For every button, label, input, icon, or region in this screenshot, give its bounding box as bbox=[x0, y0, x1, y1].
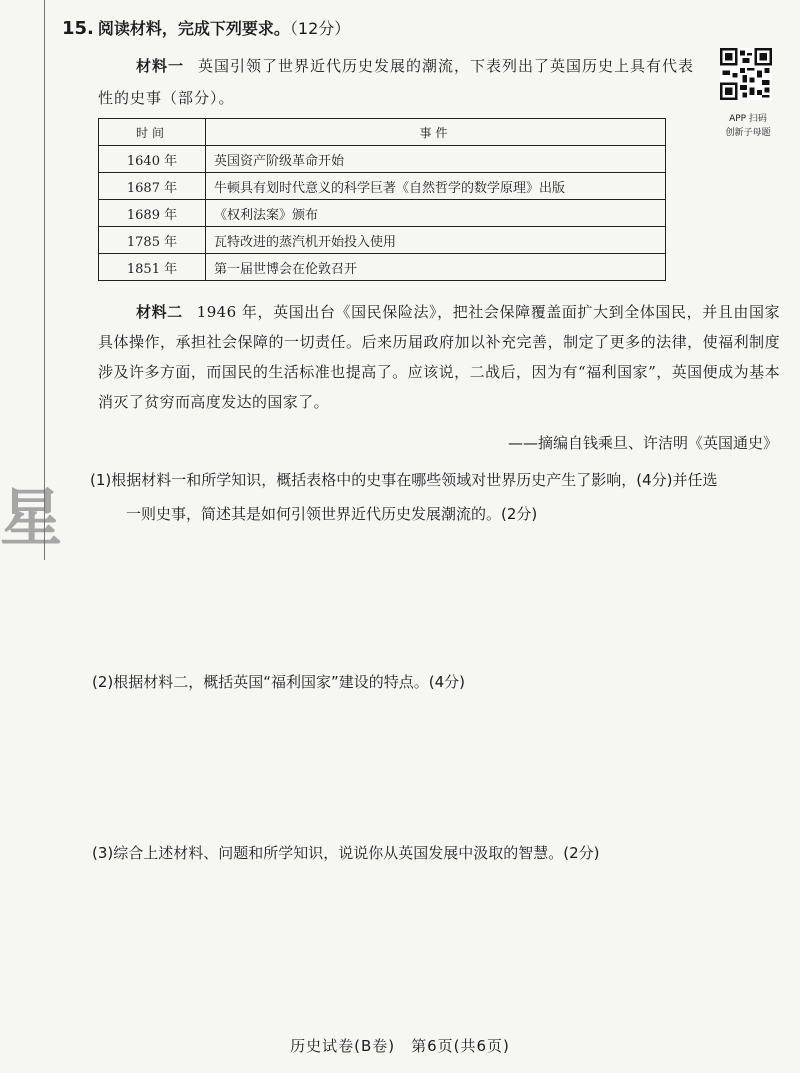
sub-question-1-line-1: (1)根据材料一和所学知识，概括表格中的史事在哪些领域对世界历史产生了影响，(4分)并任选 bbox=[90, 471, 718, 489]
watermark-logo bbox=[0, 468, 64, 557]
table-cell-event: 牛顿具有划时代意义的科学巨著《自然哲学的数学原理》出版 bbox=[206, 173, 666, 200]
material-1-text: 英国引领了世界近代历史发展的潮流，下表列出了英国历史上具有代表性的史事（部分）。 bbox=[98, 57, 695, 107]
table-row bbox=[99, 200, 666, 227]
page-footer: 历史试卷(B卷) 第6页(共6页) bbox=[290, 1037, 510, 1055]
table-cell-year: 1851 年 bbox=[99, 254, 206, 281]
material-2-source: ——摘编自钱乘旦、许洁明《英国通史》 bbox=[507, 434, 778, 452]
table-header-event: 事件 bbox=[206, 119, 666, 146]
qr-code-icon[interactable] bbox=[720, 48, 772, 100]
material-2-label: 材料二 bbox=[136, 303, 183, 321]
question-points: （12分） bbox=[289, 19, 351, 38]
sub-question-3: (3)综合上述材料、问题和所学知识，说说你从英国发展中汲取的智慧。(2分) bbox=[92, 844, 600, 862]
table-cell-year: 1640 年 bbox=[99, 146, 206, 173]
material-2 bbox=[98, 297, 780, 417]
qr-caption-line-1: APP 扫码 bbox=[729, 114, 767, 124]
table-cell-event: 瓦特改进的蒸汽机开始投入使用 bbox=[206, 227, 666, 254]
question-prompt: 阅读材料，完成下列要求。 bbox=[97, 19, 290, 38]
table-row bbox=[99, 173, 666, 200]
material-2-text: 1946 年，英国出台《国民保险法》，把社会保障覆盖面扩大到全体国民，并且由国家具体操作，承担社会保障的一切责任。后来历届政府加以补充完善，制定了更多的法律，使福利制度涉及许多方面，而国民的生活标准也提高了。应该说，二战后，因为有“福利国家”，英国便成为基本消灭了贫穷而高度发达的国家了。 bbox=[98, 303, 780, 411]
sub-question-1-line-2: 一则史事，简述其是如何引领世界近代历史发展潮流的。(2分) bbox=[126, 505, 538, 523]
question-header bbox=[62, 16, 350, 39]
table-cell-event: 《权利法案》颁布 bbox=[206, 200, 666, 227]
material-1 bbox=[98, 50, 708, 114]
watermark-text: 星 bbox=[0, 481, 65, 554]
qr-caption bbox=[708, 112, 788, 140]
history-events-table bbox=[98, 118, 666, 281]
table-header-row bbox=[99, 119, 666, 146]
table-header-time: 时间 bbox=[99, 119, 206, 146]
sub-question-1 bbox=[90, 463, 780, 531]
qr-caption-line-2: 创新子母题 bbox=[725, 128, 771, 138]
table-cell-event: 第一届世博会在伦敦召开 bbox=[206, 254, 666, 281]
sub-question-2: (2)根据材料二，概括英国“福利国家”建设的特点。(4分) bbox=[92, 673, 466, 691]
table-cell-year: 1689 年 bbox=[99, 200, 206, 227]
table-row bbox=[99, 227, 666, 254]
table-row bbox=[99, 146, 666, 173]
material-1-label: 材料一 bbox=[136, 57, 185, 75]
table-cell-year: 1687 年 bbox=[99, 173, 206, 200]
question-number: 15. bbox=[62, 18, 94, 39]
table-row bbox=[99, 254, 666, 281]
table-cell-year: 1785 年 bbox=[99, 227, 206, 254]
table-cell-event: 英国资产阶级革命开始 bbox=[206, 146, 666, 173]
